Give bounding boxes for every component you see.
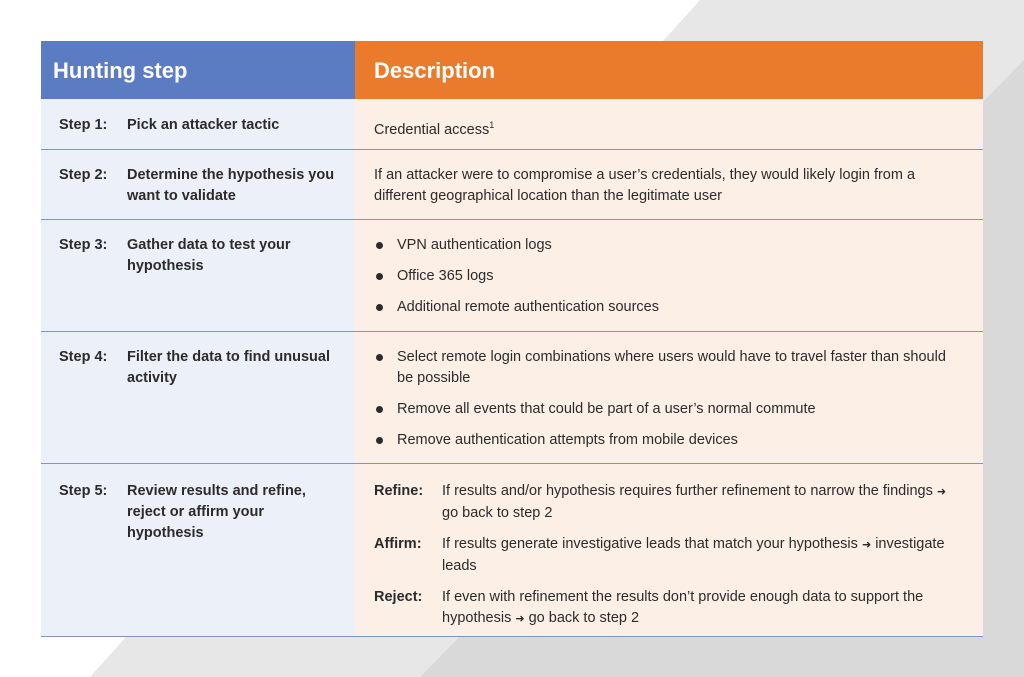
list-item: Remove all events that could be part of a user’s normal commute xyxy=(374,399,963,420)
header-description: Description xyxy=(355,41,983,99)
table-row xyxy=(41,220,983,332)
bullet-icon xyxy=(376,242,383,249)
step-description: Credential access$^1$ xyxy=(374,120,495,138)
outcome-affirm: Affirm: If results generate investigative leads that match your hypothesis ➜ investigate leads xyxy=(374,536,945,574)
arrow-right-icon: ➜ xyxy=(861,539,872,551)
step-description: If an attacker were to compromise a user’s credentials, they would likely login from a different geographical location than the legitimate user xyxy=(374,167,916,204)
step-title: Gather data to test your hypothesis xyxy=(127,237,291,274)
step-title: Filter the data to find unusual activity xyxy=(127,349,330,386)
step-title: Pick an attacker tactic xyxy=(127,117,280,133)
filter-steps-list xyxy=(374,347,963,451)
data-sources-list xyxy=(374,235,963,318)
step-number: Step 2: xyxy=(59,167,108,183)
list-item: VPN authentication logs xyxy=(374,235,963,256)
step-number: Step 1: xyxy=(59,117,108,133)
list-item: Additional remote authentication sources xyxy=(374,297,963,318)
bullet-icon xyxy=(376,437,383,444)
table-header xyxy=(41,41,983,99)
outcomes-list xyxy=(355,481,983,630)
table-row xyxy=(41,99,983,150)
header-hunting-step: Hunting step xyxy=(41,41,355,99)
bullet-icon xyxy=(376,406,383,413)
hunting-steps-table xyxy=(41,41,983,637)
table-row xyxy=(41,150,983,220)
outcome-refine: Refine: If results and/or hypothesis requires further refinement to narrow the findings ➜ go back to step 2 xyxy=(374,483,947,521)
outcome-reject: Reject: If even with refinement the results don’t provide enough data to support the hypothesis ➜ go back to step 2 xyxy=(374,589,924,626)
step-number: Step 4: xyxy=(59,349,108,365)
arrow-right-icon: ➜ xyxy=(515,613,525,625)
table-row xyxy=(41,464,983,637)
step-number: Step 5: xyxy=(59,483,108,499)
table-row xyxy=(41,332,983,464)
step-title: Determine the hypothesis you want to validate xyxy=(127,167,335,204)
arrow-right-icon: ➜ xyxy=(936,486,947,498)
list-item: Office 365 logs xyxy=(374,266,963,287)
list-item: Remove authentication attempts from mobile devices xyxy=(374,430,963,451)
bullet-icon xyxy=(376,273,383,280)
step-title: Review results and refine, reject or affirm your hypothesis xyxy=(127,483,306,541)
list-item: Select remote login combinations where users would have to travel faster than should be possible xyxy=(374,347,963,389)
bullet-icon xyxy=(376,354,383,361)
step-number: Step 3: xyxy=(59,237,108,253)
footnote-marker: 1 xyxy=(489,120,495,130)
bullet-icon xyxy=(376,304,383,311)
